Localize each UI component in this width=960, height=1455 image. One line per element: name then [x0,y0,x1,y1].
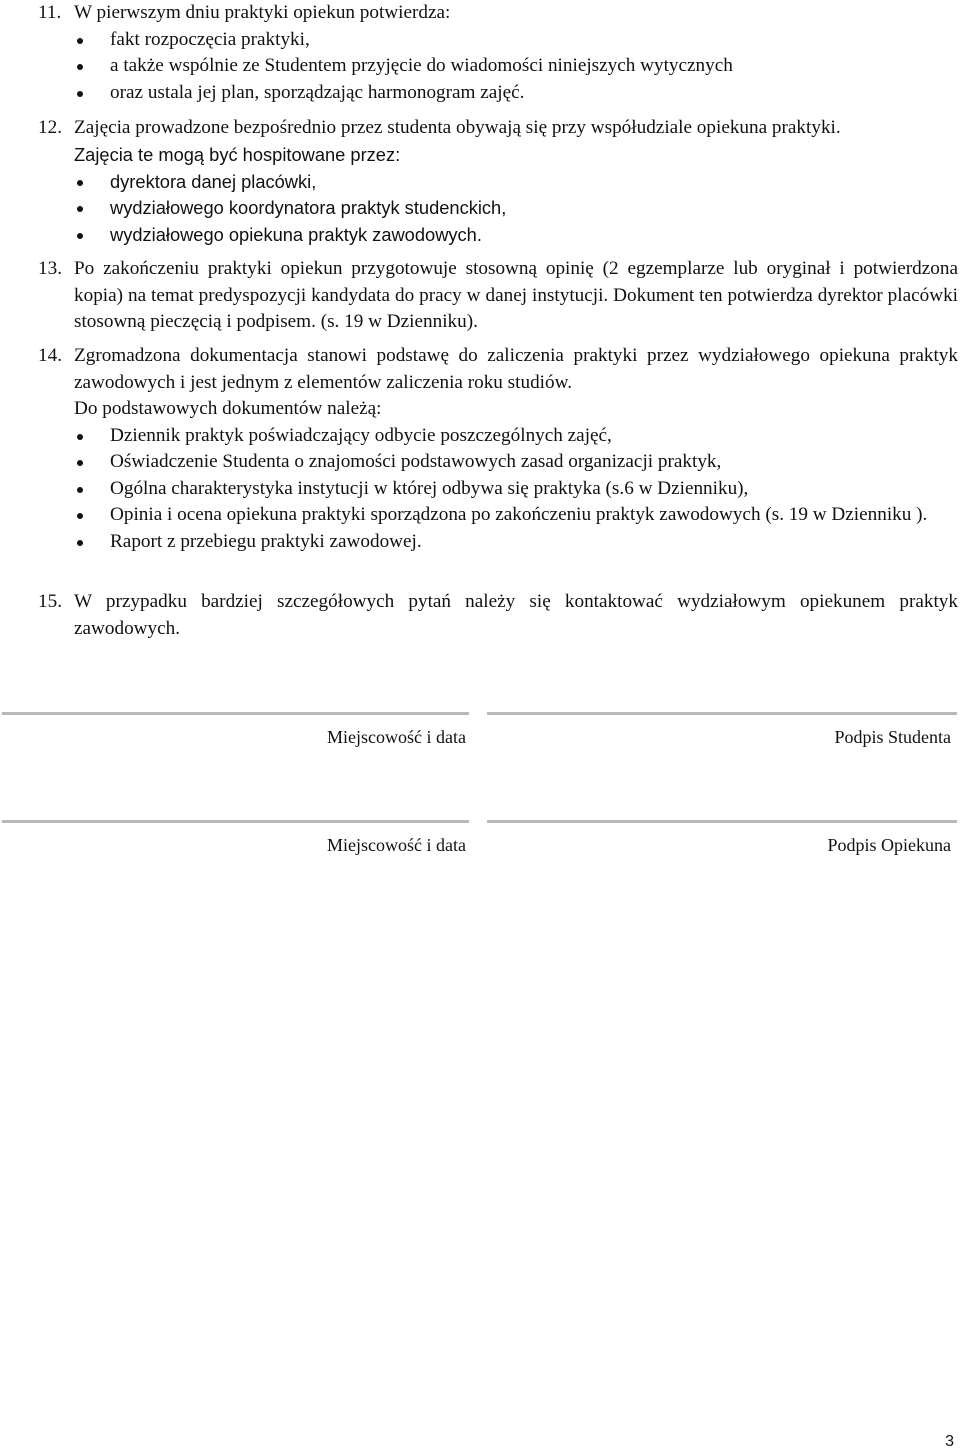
student-signature-label: Podpis Studenta [834,727,951,747]
supervisor-signature-label: Podpis Opiekuna [827,835,951,855]
place-date-label: Miejscowość i data [327,727,466,747]
section-paragraph: Zajęcia prowadzone bezpośrednio przez studenta obywają się przy współudziale opiekuna praktyki. [74,117,841,138]
section-paragraph: Do podstawowych dokumentów należą: [74,398,382,419]
list-item: Dziennik praktyk poświadczający odbycie poszczególnych zajęć, [74,423,958,450]
section-15 [38,589,958,642]
list-item: oraz ustala jej plan, sporządzając harmonogram zajęć. [74,80,958,107]
section-number: 11. [38,2,62,23]
bullet-list [74,423,958,556]
section-paragraph: W przypadku bardziej szczegółowych pytań należy się kontaktować wydziałowym opiekunem praktyk zawodowych. [74,591,958,639]
section-number: 12. [38,117,62,138]
bullet-icon [77,434,83,440]
section-number: 13. [38,258,62,279]
list-item: a także wspólnie ze Studentem przyjęcie do wiadomości niniejszych wytycznych [74,53,958,80]
signature-line [2,712,469,715]
list-item: dyrektora danej placówki, [74,169,958,196]
list-item: Raport z przebiegu praktyki zawodowej. [74,529,958,556]
list-item: wydziałowego opiekuna praktyk zawodowych. [74,222,958,249]
bullet-icon [77,233,83,239]
bullet-icon [77,487,83,493]
bullet-icon [77,460,83,466]
section-14 [38,343,958,555]
list-item: wydziałowego koordynatora praktyk studenckich, [74,195,958,222]
section-number: 14. [38,345,62,366]
place-date-label: Miejscowość i data [327,835,466,855]
bullet-icon [77,513,83,519]
list-item: Oświadczenie Studenta o znajomości podstawowych zasad organizacji praktyk, [74,449,958,476]
bullet-list [74,27,958,107]
signature-line [487,820,957,823]
section-paragraph: Zgromadzona dokumentacja stanowi podstawę do zaliczenia praktyki przez wydziałowego opiekuna praktyk zawodowych i jest jednym z elementów zaliczenia roku studiów. [74,345,958,393]
signature-line [2,820,469,823]
bullet-list [74,169,958,249]
section-intro: W pierwszym dniu praktyki opiekun potwierdza: [74,2,451,23]
bullet-icon [77,540,83,546]
section-11 [38,0,958,106]
bullet-icon [77,91,83,97]
section-paragraph: Zajęcia te mogą być hospitowane przez: [74,144,401,165]
bullet-icon [77,206,83,212]
section-number: 15. [38,591,62,612]
list-item: fakt rozpoczęcia praktyki, [74,27,958,54]
bullet-icon [77,64,83,70]
bullet-icon [77,180,83,186]
section-13 [38,256,958,336]
section-paragraph: Po zakończeniu praktyki opiekun przygotowuje stosowną opinię (2 egzemplarze lub oryginał i potwierdzona kopia) na temat predyspozycji kandydata do pracy w danej instytucji. Dokument ten potwierdza dyrektor placówki stosowną pieczęcią i podpisem. (s. 19 w Dzienniku). [74,258,958,332]
section-12 [38,115,958,142]
bullet-icon [77,38,83,44]
list-item: Ogólna charakterystyka instytucji w której odbywa się praktyka (s.6 w Dzienniku), [74,476,958,503]
signature-line [487,712,957,715]
list-item: Opinia i ocena opiekuna praktyki sporządzona po zakończeniu praktyk zawodowych (s. 19 w Dzienniku ). [74,502,958,529]
page-number: 3 [945,1433,954,1450]
section-12-continued [38,142,958,248]
